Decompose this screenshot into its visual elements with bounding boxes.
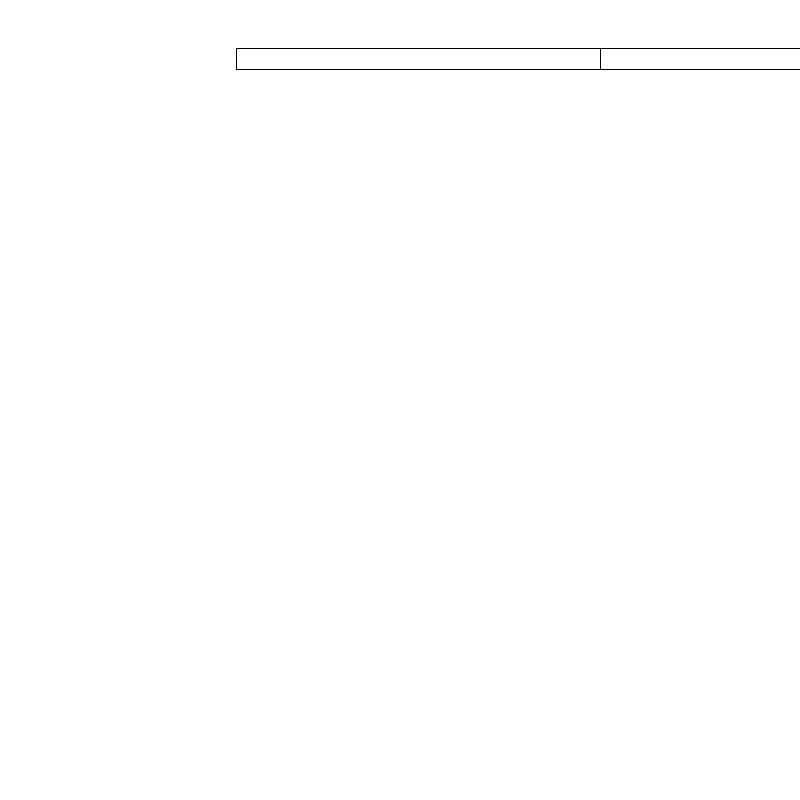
section-treatments-orders bbox=[600, 48, 800, 70]
section-culture-xray-labs bbox=[236, 48, 601, 70]
